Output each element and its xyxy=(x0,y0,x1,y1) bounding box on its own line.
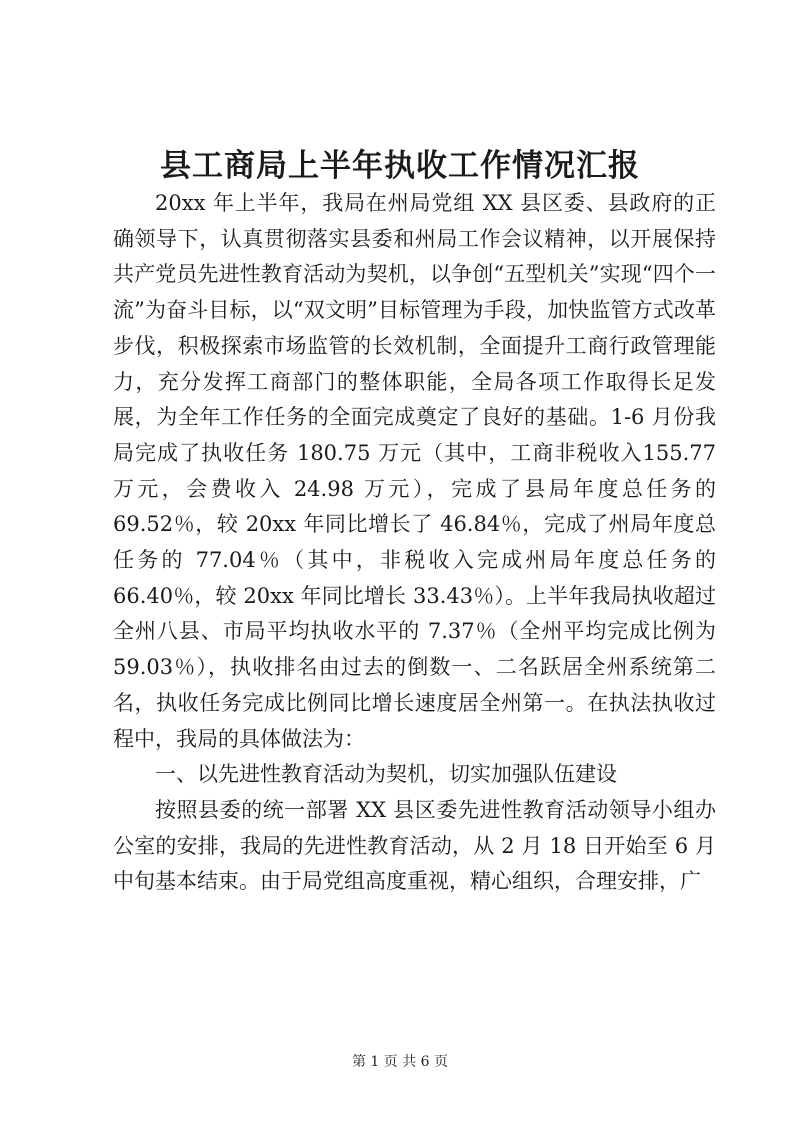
document-body xyxy=(113,186,716,900)
paragraph-section-1: 按照县委的统一部署 XX 县区委先进性教育活动领导小组办公室的安排，我局的先进性教育活动，从 2 月 18 日开始至 6 月中旬基本结束。由于局党组高度重视，精心组织，合理安排，广 xyxy=(113,797,716,894)
page-footer: 第 1 页 共 6 页 xyxy=(351,1054,449,1070)
paragraph-intro: 20xx 年上半年，我局在州局党组 XX 县区委、县政府的正确领导下，认真贯彻落实县委和州局工作会议精神，以开展保持共产党员先进性教育活动为契机，以争创“五型机关”实现“四个一流”为奋斗目标，以“双文明”目标管理为手段，加快监管方式改革步伐，积极探索市场监管的长效机制，全面提升工商行政管理能力，充分发挥工商部门的整体职能，全局各项工作取得长足发展，为全年工作任务的全面完成奠定了良好的基础。1-6 月份我局完成了执收任务 180.75 万元（其中，工商非税收入155.77 万元，会费收入 24.98 万元），完成了县局年度总任务的69.52％，较 20xx 年同比增长了 46.84％，完成了州局年度总任务的 77.04％（其中，非税收入完成州局年度总任务的 66.40％，较 20xx 年同比增长 33.43％）。上半年我局执收超过全州八县、市局平均执收水平的 7.37％（全州平均完成比例为 59.03％），执收排名由过去的倒数一、二名跃居全州系统第二名，执收任务完成比例同比增长速度居全州第一。在执法执收过程中，我局的具体做法为： xyxy=(113,191,716,751)
section-heading-1: 一、以先进性教育活动为契机，切实加强队伍建设 xyxy=(155,762,617,787)
document-title: 县工商局上半年执收工作情况汇报 xyxy=(160,148,640,184)
